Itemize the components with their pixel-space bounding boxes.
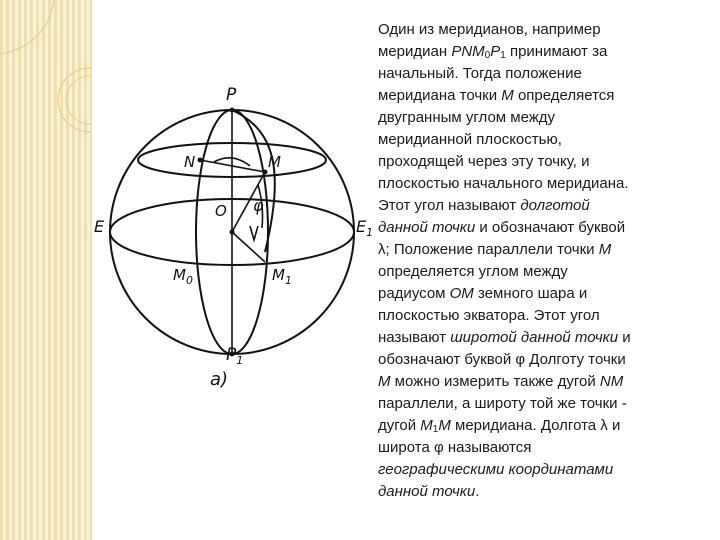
label-m1: $M_1$ (272, 266, 292, 287)
arrow-down (250, 226, 258, 240)
text-line-14: плоскостью экватора. Этот угол (378, 307, 600, 324)
explanation-text (378, 19, 708, 503)
text-line-18: параллели, а широту той же точки - (378, 395, 627, 412)
text-line-10: данной точки и обозначают буквой (378, 219, 626, 236)
text-line-12: определяется углом между (378, 263, 568, 280)
label-phi: φ (253, 196, 264, 215)
figure-caption: а) (210, 369, 229, 390)
text-line-8: плоскостью начального меридиана. (378, 175, 629, 192)
label-m: M (268, 153, 281, 171)
label-p: P (226, 85, 237, 105)
text-line-5: двугранным углом между (378, 109, 556, 126)
text-line-9: Этот угол называют долготой (378, 197, 590, 214)
text-line-3: начальный. Тогда положение (378, 65, 582, 82)
text-line-16: обозначают буквой φ Долготу точки (378, 351, 626, 368)
text-line-7: проходящей через эту точку, и (378, 153, 590, 170)
label-e1: $E_1$ (356, 217, 374, 239)
radius-om1 (232, 232, 265, 262)
text-line-6: меридианной плоскостью, (378, 131, 562, 148)
label-n: N (184, 153, 196, 171)
sphere-diagram (85, 70, 385, 400)
text-line-15: называют широтой данной точки и (378, 329, 631, 346)
text-line-1: Один из меридианов, например (378, 21, 601, 38)
text-line-19: дугой $M_1M$ меридиана. Долгота λ и (378, 417, 621, 435)
text-line-22: данной точки. (378, 483, 480, 500)
text-line-4: меридиана точки M определяется (378, 87, 615, 104)
text-line-13: радиусом OM земного шара и (378, 285, 588, 302)
text-line-11: λ; Положение параллели точки M (378, 241, 612, 258)
text-line-21: географическими координатами (378, 461, 614, 478)
label-p1: $P_1$ (226, 345, 244, 367)
text-line-20: широта φ называются (378, 439, 532, 456)
text-line-17: M можно измерить также дугой NM (378, 373, 624, 390)
label-m0: $M_0$ (173, 266, 193, 287)
label-o: O (215, 202, 227, 220)
label-e: E (94, 217, 105, 236)
text-line-2: меридиан $PNM_0P_1$ принимают за (378, 43, 608, 61)
